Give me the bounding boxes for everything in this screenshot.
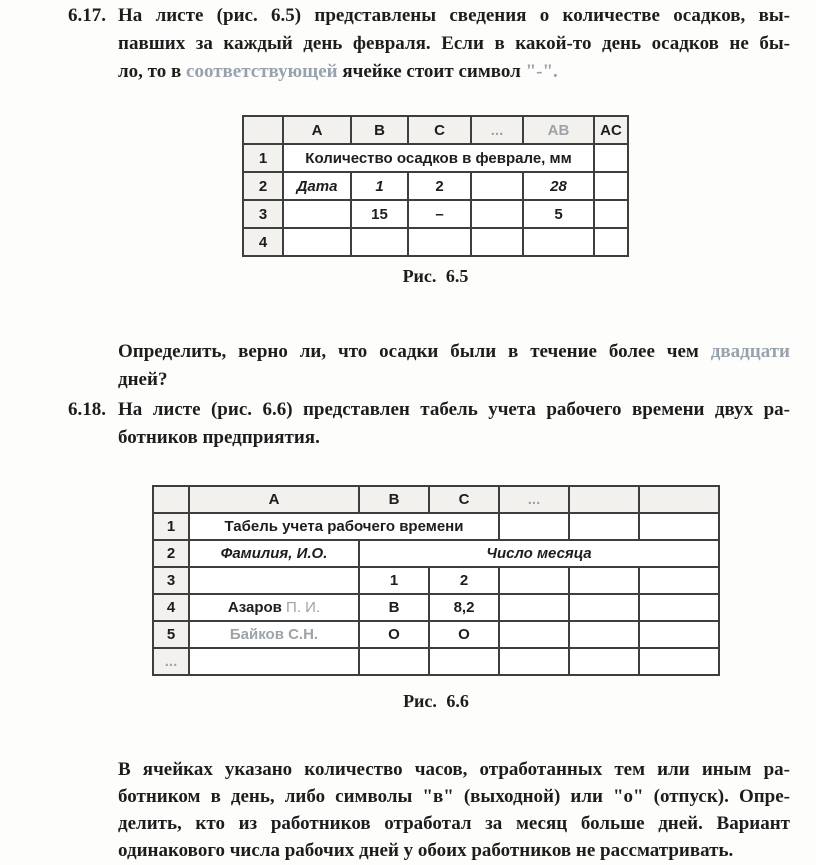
cell-empty <box>594 228 628 256</box>
cell-empty <box>429 648 499 675</box>
text-segment: На листе (рис. 6.5) представлены сведения о количестве осадков, вы- <box>118 5 790 26</box>
cell-empty <box>569 648 639 675</box>
text-segment: делить, кто из работников отработал за месяц больше дней. Вариант <box>118 813 790 834</box>
col-header-empty <box>639 486 719 513</box>
text-segment: ло, то в <box>118 61 187 82</box>
problem-6-18 <box>68 396 790 452</box>
note-6-18 <box>118 756 790 864</box>
text-line <box>118 2 790 30</box>
table-row <box>243 200 628 228</box>
col-header-c: C <box>429 486 499 513</box>
text-segment: В ячейках указано количество часов, отработанных тем или иным ра- <box>118 759 790 780</box>
cell-value: В <box>359 594 429 621</box>
problem-number-617: 6.17. <box>68 5 106 26</box>
cell-empty <box>189 567 359 594</box>
cell-worker-1 <box>189 594 359 621</box>
text-segment: ячейке стоит символ <box>337 61 526 82</box>
figure-6-6-caption: Рис. 6.6 <box>403 691 469 711</box>
cell-empty <box>594 144 628 172</box>
cell-empty <box>499 594 569 621</box>
cell-empty <box>594 172 628 200</box>
col-header-ellipsis: ... <box>499 486 569 513</box>
cell-title: Табель учета рабочего времени <box>189 513 499 540</box>
text-segment: Определить, верно ли, что осадки были в течение более чем <box>118 341 711 362</box>
col-header-b: B <box>351 116 408 144</box>
cell-value: 5 <box>523 200 594 228</box>
col-header-ac: AC <box>594 116 628 144</box>
figure-6-6-table <box>152 485 720 676</box>
corner-cell <box>243 116 283 144</box>
cell-empty <box>351 228 408 256</box>
cell-day2: 2 <box>429 567 499 594</box>
text-segment: На листе (рис. 6.6) представлен табель учета рабочего времени двух ра- <box>118 399 790 420</box>
row-number: 4 <box>153 594 189 621</box>
cell-empty <box>569 513 639 540</box>
text-line <box>118 756 790 783</box>
cell-empty <box>639 567 719 594</box>
row-number-ellipsis: ... <box>153 648 189 675</box>
row-number: 1 <box>153 513 189 540</box>
text-line <box>118 396 790 424</box>
row-number: 2 <box>243 172 283 200</box>
cell-empty <box>283 200 351 228</box>
cell-value: 8,2 <box>429 594 499 621</box>
row-number: 1 <box>243 144 283 172</box>
text-line <box>118 424 790 452</box>
cell-day-span-header: Число месяца <box>359 540 719 567</box>
cell-day2: 2 <box>408 172 471 200</box>
cell-empty <box>569 621 639 648</box>
text-segment: ботником в день, либо символы "в" (выходной) или "о" (отпуск). Опре- <box>118 786 790 807</box>
col-header-a: A <box>283 116 351 144</box>
row-number: 3 <box>243 200 283 228</box>
text-line <box>118 783 790 810</box>
cell-empty <box>639 621 719 648</box>
cell-empty <box>359 648 429 675</box>
row-number: 4 <box>243 228 283 256</box>
col-header-empty <box>569 486 639 513</box>
cell-empty <box>471 228 523 256</box>
text-segment: одинакового числа рабочих дней у обоих работников не рассматривать. <box>118 840 734 861</box>
cell-day28: 28 <box>523 172 594 200</box>
column-header-row <box>243 116 628 144</box>
table-row <box>153 621 719 648</box>
cell-day1: 1 <box>351 172 408 200</box>
cell-empty <box>189 648 359 675</box>
figure-6-5-table <box>242 115 629 257</box>
cell-empty <box>499 621 569 648</box>
cell-empty <box>408 228 471 256</box>
table-row <box>153 594 719 621</box>
row-number: 5 <box>153 621 189 648</box>
cell-empty <box>499 513 569 540</box>
col-header-ellipsis: ... <box>471 116 523 144</box>
cell-value: – <box>408 200 471 228</box>
table-row <box>243 144 628 172</box>
text-line <box>118 30 790 58</box>
text-segment: дней? <box>118 369 168 390</box>
col-header-c: C <box>408 116 471 144</box>
table-row <box>153 648 719 675</box>
row-number: 3 <box>153 567 189 594</box>
cell-empty <box>523 228 594 256</box>
worker-surname: Азаров <box>227 599 282 616</box>
cell-surname-header: Фамилия, И.О. <box>189 540 359 567</box>
cell-empty <box>639 513 719 540</box>
cell-data: Дата <box>283 172 351 200</box>
table-row <box>153 540 719 567</box>
cell-empty <box>471 172 523 200</box>
table-row <box>153 567 719 594</box>
highlighted-word: двадцати <box>710 341 790 362</box>
question-6-17 <box>118 338 790 394</box>
col-header-b: B <box>359 486 429 513</box>
table-row <box>243 228 628 256</box>
text-line <box>118 338 790 366</box>
cell-day1: 1 <box>359 567 429 594</box>
cell-empty <box>499 567 569 594</box>
text-segment: ботников предприятия. <box>118 427 320 448</box>
text-line <box>118 810 790 837</box>
col-header-ab: AB <box>523 116 594 144</box>
text-line <box>118 366 790 394</box>
highlighted-word: соответствующей <box>186 61 338 82</box>
row-number: 2 <box>153 540 189 567</box>
corner-cell <box>153 486 189 513</box>
problem-number-618: 6.18. <box>68 399 106 420</box>
cell-value: О <box>429 621 499 648</box>
cell-value: 15 <box>351 200 408 228</box>
cell-title: Количество осадков в феврале, мм <box>283 144 594 172</box>
worker-initials: П. И. <box>281 599 321 616</box>
col-header-a: A <box>189 486 359 513</box>
text-line <box>118 837 790 864</box>
text-segment: павших за каждый день февраля. Если в какой-то день осадков не бы- <box>118 33 790 54</box>
cell-value: О <box>359 621 429 648</box>
column-header-row <box>153 486 719 513</box>
cell-empty <box>499 648 569 675</box>
cell-empty <box>283 228 351 256</box>
dash-symbol: "-". <box>525 61 558 82</box>
cell-empty <box>471 200 523 228</box>
problem-6-17 <box>68 2 790 86</box>
cell-empty <box>594 200 628 228</box>
table-row <box>243 172 628 200</box>
text-line <box>118 58 790 86</box>
cell-worker-2: Байков С.Н. <box>189 621 359 648</box>
cell-empty <box>639 648 719 675</box>
table-row <box>153 513 719 540</box>
cell-empty <box>569 567 639 594</box>
cell-empty <box>569 594 639 621</box>
figure-6-5-caption: Рис. 6.5 <box>402 266 469 286</box>
cell-empty <box>639 594 719 621</box>
